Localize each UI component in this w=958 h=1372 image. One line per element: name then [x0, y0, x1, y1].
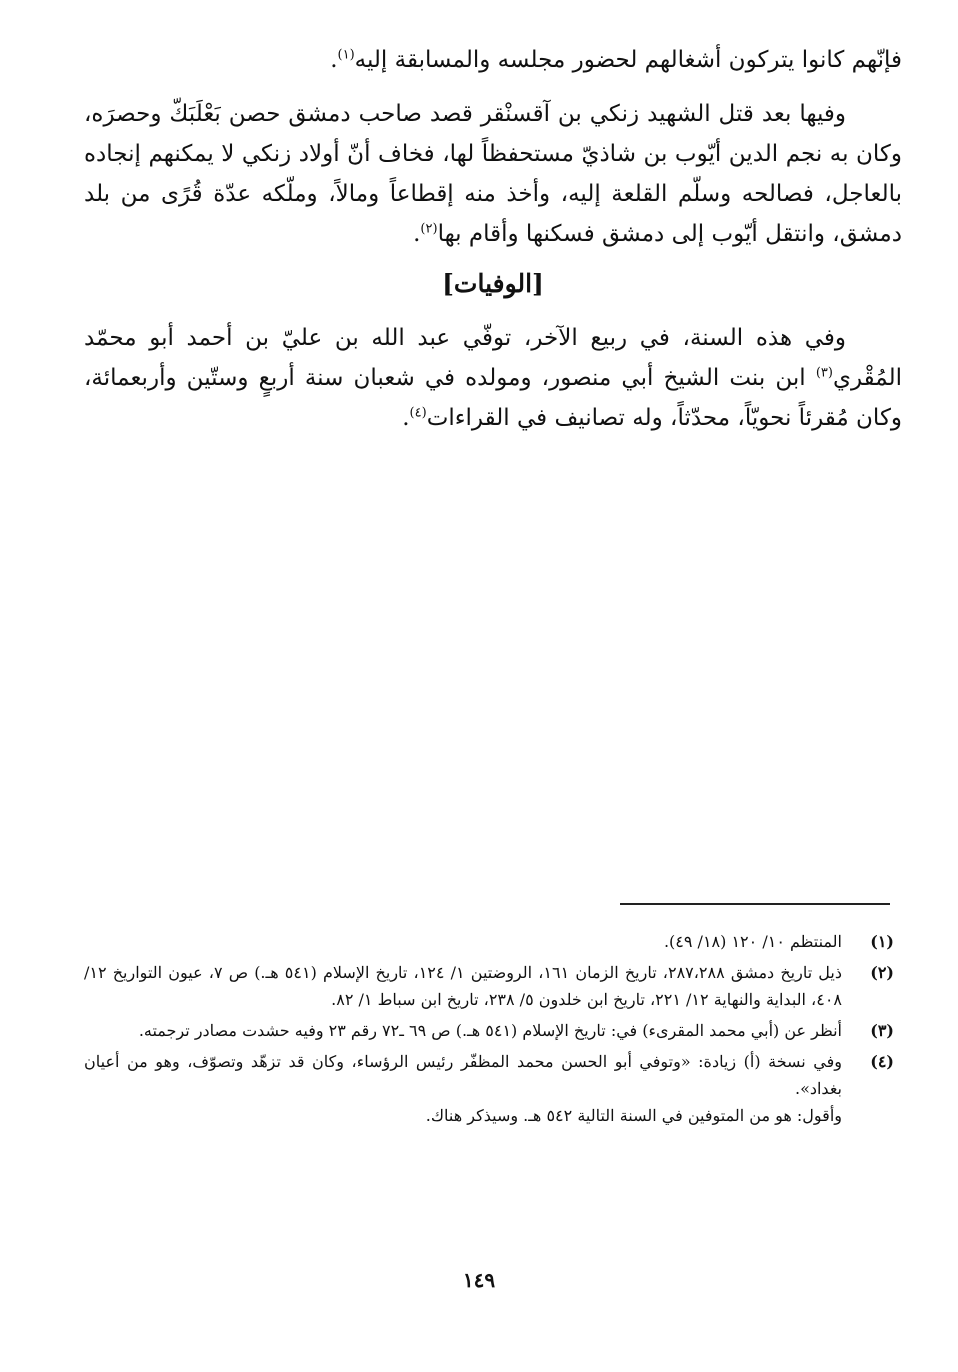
footnote-ref-3[interactable]: (٣) — [815, 365, 833, 381]
paragraph-2-text: وفيها بعد قتل الشهيد زنكي بن آقسنْقر قصد صاحب دمشق حصن بَعْلَبَكّ وحصرَه، وكان به نجم الدين أيّوب بن شاذيّ مستحفظاً لها، فخاف أنّ أولاد زنكي لا يمكنهم إنجاده بالعاجل، فصالحه وسلّم القلعة إليه، وأخذ منه إقطاعاً ومالاً، وملّكه عدّة قُرًى من بلد دمشق، وانتقل أيّوب إلى دمشق فسكنها وأقام بها — [84, 101, 902, 247]
footnote-body: ذيل تاريخ دمشق ٢٨٧،٢٨٨، تاريخ الزمان ١٦١، الروضتين ١/ ١٢٤، تاريخ الإسلام (٥٤١ هـ.) ص ٧، عيون التواريخ ١٢/ ٤٠٨، البداية والنهاية ١٢/ ٢٢١، تاريخ ابن خلدون ٥/ ٢٣٨، تاريخ ابن سباط ١/ ٨٢. — [84, 963, 842, 1009]
footnote-4 — [84, 1048, 894, 1129]
footnotes — [84, 928, 894, 1133]
footnote-comment: وأقول: هو من المتوفين في السنة التالية ٥٤٢ هـ. وسيذكر هناك. — [425, 1106, 842, 1125]
footnote-text — [84, 1048, 842, 1129]
paragraph-3-end: . — [402, 405, 410, 431]
footnote-body: المنتظم ١٠/ ١٢٠ (١٨/ ٤٩). — [663, 932, 842, 951]
footnote-number: (٢) — [870, 963, 894, 982]
footnote-text — [84, 1017, 842, 1044]
footnote-text — [84, 928, 842, 955]
paragraph-2-end: . — [413, 221, 421, 247]
section-heading: [الوفيات] — [442, 269, 544, 298]
footnote-body: أنظر عن (أبي محمد المقرىء) في: تاريخ الإسلام (٥٤١ هـ.) ص ٦٩ ـ٧٢ رقم ٢٣ وفيه حشدت مصادر ترجمته. — [138, 1021, 842, 1040]
footnote-text — [84, 959, 842, 1013]
paragraph-1-text: فإنّهم كانوا يتركون أشغالهم لحضور مجلسه والمسابقة إليه — [354, 47, 902, 73]
paragraph-3 — [84, 318, 902, 438]
footnote-number: (١) — [870, 932, 894, 951]
footnote-body: وفي نسخة (أ) زيادة: «وتوفي أبو الحسن محمد المظفّر رئيس الرؤساء، وكان قد تزهّد وتصوّف، وهو من أعيان بغداد». — [84, 1052, 842, 1098]
paragraph-2 — [84, 94, 902, 254]
footnote-separator — [620, 903, 890, 905]
footnote-2 — [84, 959, 894, 1013]
footnote-number: (٣) — [870, 1021, 894, 1040]
footnote-ref-1[interactable]: (١) — [337, 47, 355, 63]
paragraph-1 — [84, 40, 902, 80]
paragraph-1-end: . — [330, 47, 338, 73]
page-number: ١٤٩ — [462, 1268, 496, 1292]
footnote-ref-4[interactable]: (٤) — [409, 405, 427, 421]
main-text — [84, 40, 902, 438]
footnote-1 — [84, 928, 894, 955]
footnote-number: (٤) — [870, 1052, 894, 1071]
footnote-3 — [84, 1017, 894, 1044]
footnote-ref-2[interactable]: (٢) — [420, 221, 438, 237]
paragraph-3-text-a: وفي هذه السنة، في ربيع الآخر، توفّي عبد الله بن عليّ بن أحمد أبو محمّد المُقْري — [84, 325, 902, 391]
paragraph-3-text-b: ابن بنت الشيخ أبي منصور، ومولده في شعبان سنة أربعٍ وستّين وأربعمائة، وكان مُقرئاً نحويّاً، محدّثاً، وله تصانيف في القراءات — [84, 365, 902, 431]
